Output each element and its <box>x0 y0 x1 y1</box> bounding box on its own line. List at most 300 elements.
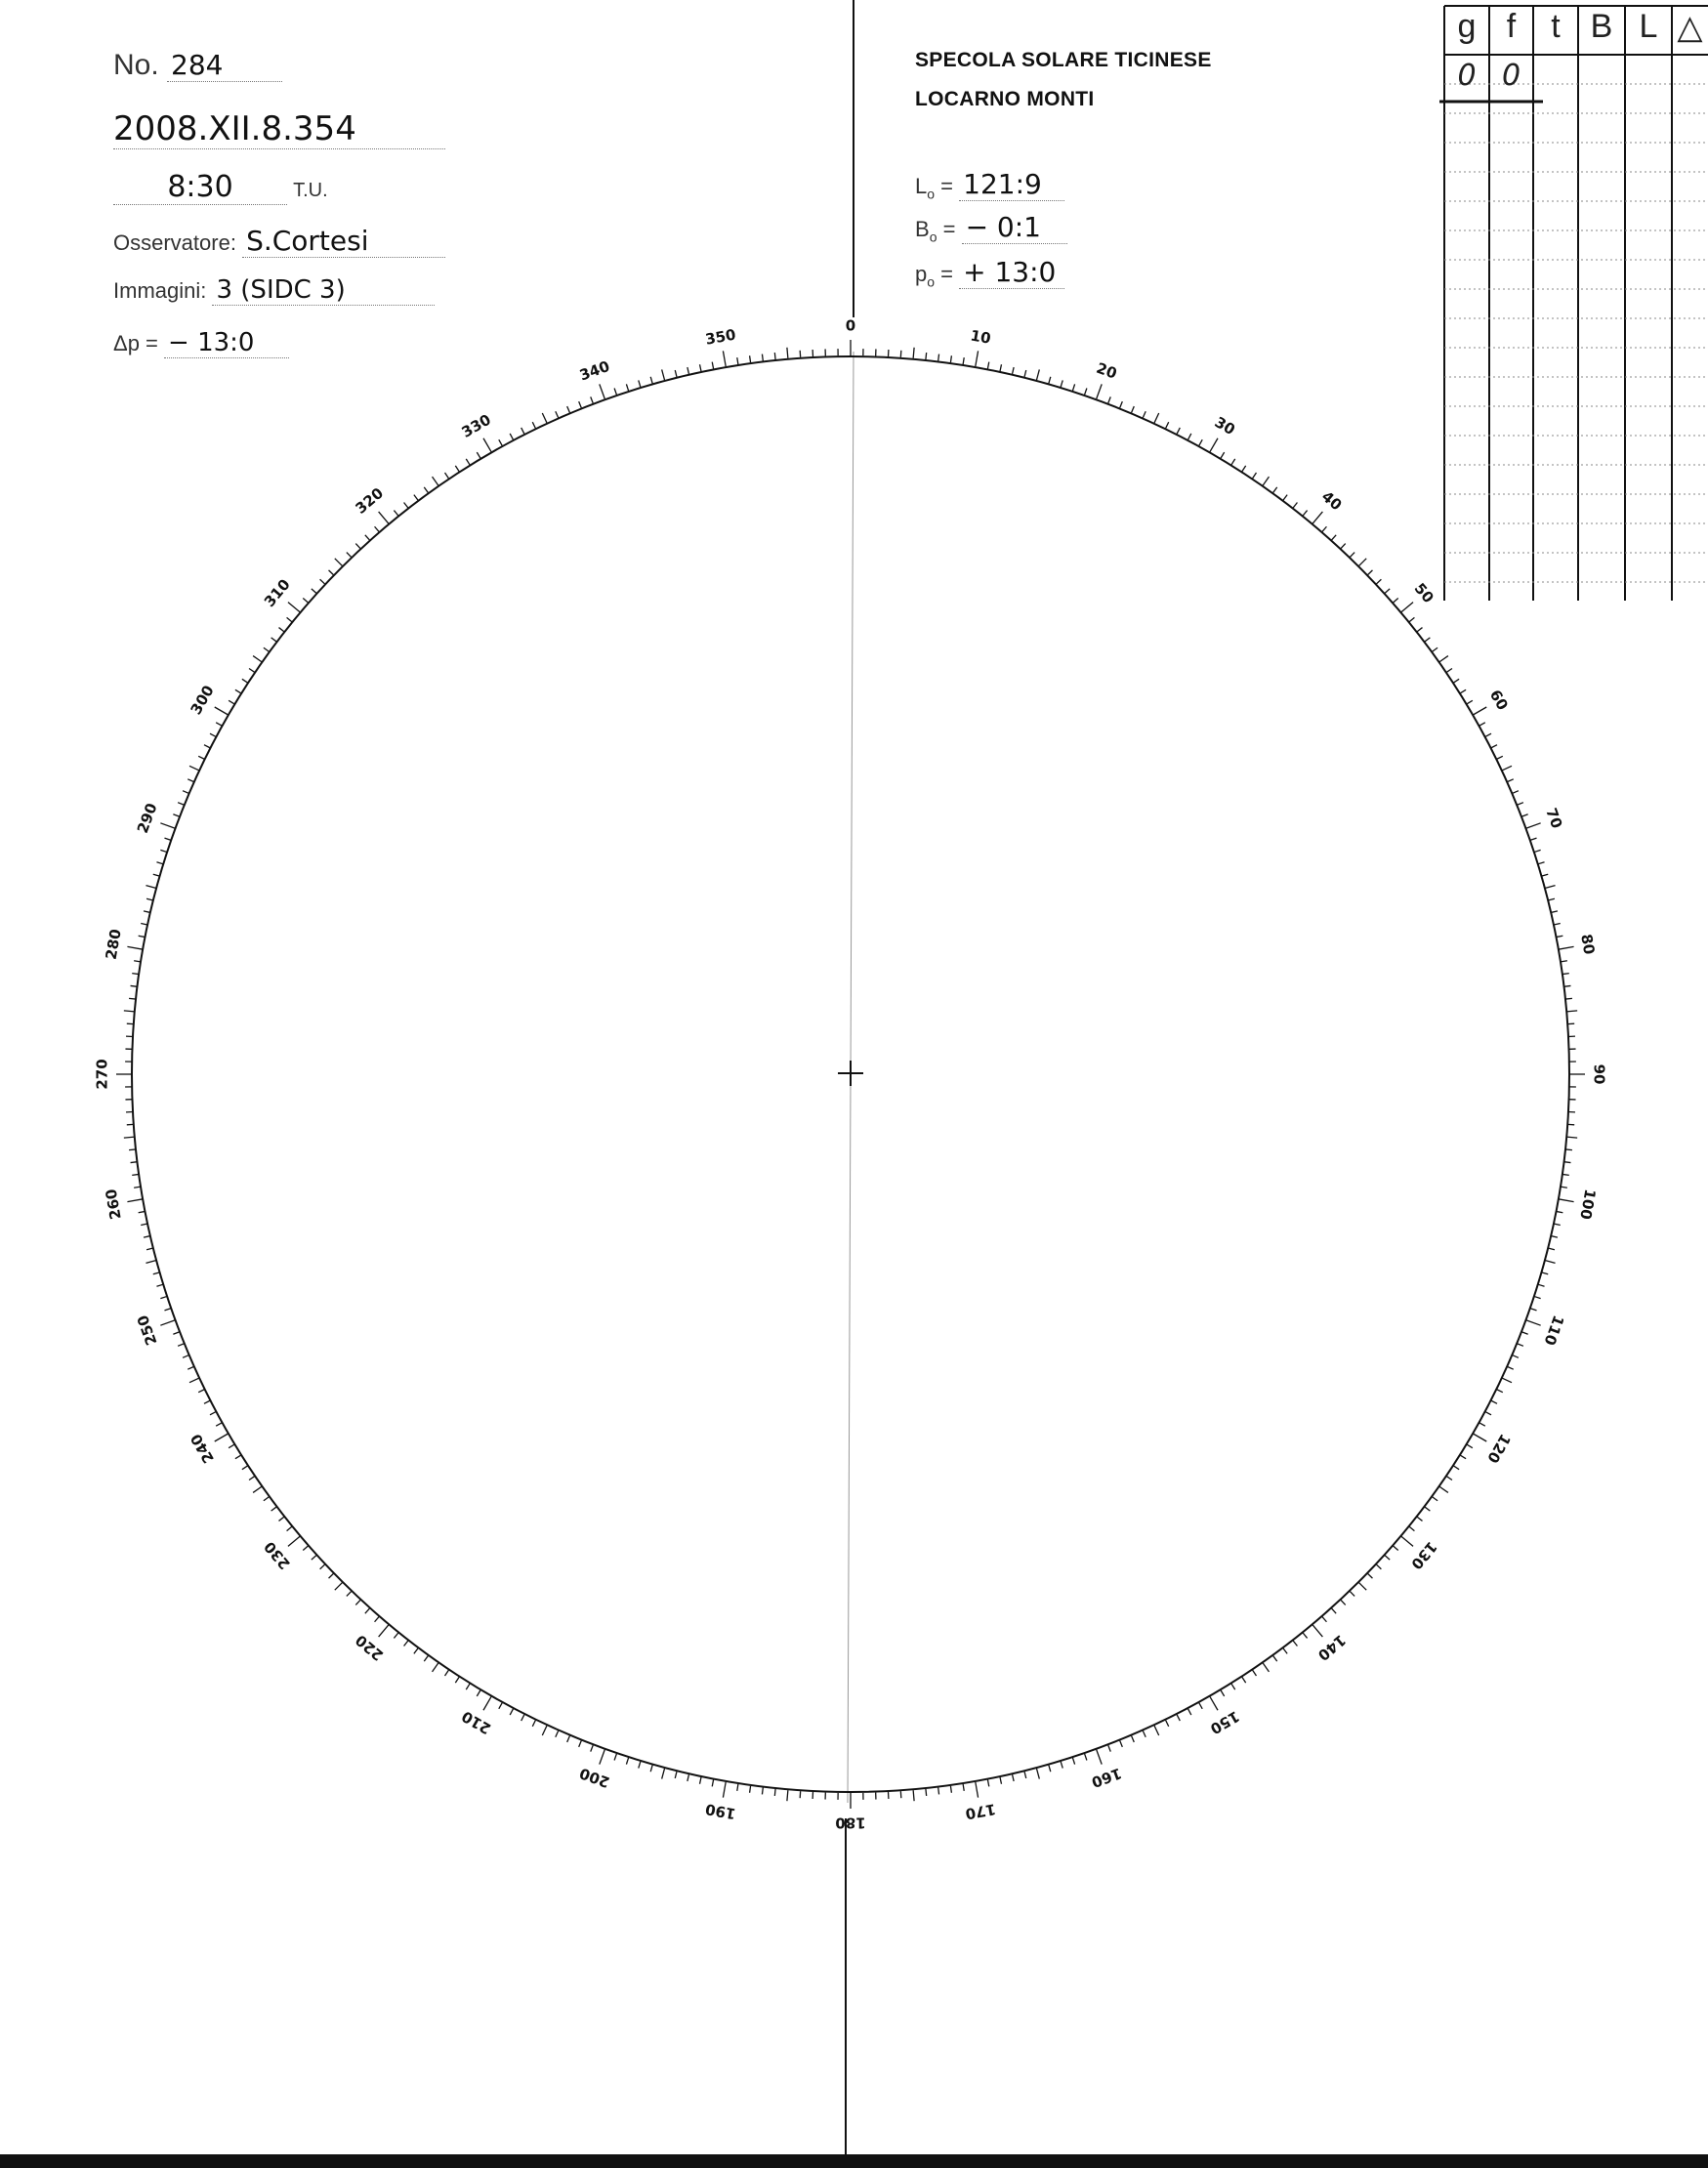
degree-tick <box>737 1784 738 1791</box>
degree-tick <box>1502 766 1512 771</box>
degree-tick <box>1453 1466 1459 1470</box>
degree-tick <box>433 1663 438 1672</box>
degree-tick <box>750 355 751 362</box>
degree-tick <box>1263 1663 1269 1672</box>
degree-tick <box>139 1211 146 1212</box>
degree-tick <box>229 1444 234 1448</box>
degree-tick <box>774 353 775 359</box>
degree-tick <box>210 733 216 736</box>
degree-tick <box>1485 733 1491 736</box>
degree-tick <box>650 1765 652 1772</box>
degree-tick <box>1460 1455 1466 1459</box>
degree-tick <box>542 413 547 423</box>
degree-tick <box>687 1774 689 1781</box>
degree-tick <box>365 535 370 540</box>
degree-tick <box>1393 1546 1397 1551</box>
degree-tick <box>1439 656 1448 662</box>
L0-field: $L_o$ = 121:9 <box>915 168 1064 201</box>
degree-tick <box>1517 1344 1522 1347</box>
degree-tick <box>1479 1423 1485 1426</box>
time-unit: T.U. <box>293 180 328 201</box>
degree-tick <box>1446 669 1452 673</box>
degree-tick <box>1350 553 1354 558</box>
degree-tick <box>1036 1769 1039 1779</box>
degree-tick <box>1132 1735 1135 1741</box>
degree-tick <box>1061 380 1062 387</box>
degree-tick <box>1188 434 1191 439</box>
degree-tick <box>1293 503 1297 509</box>
L0-value[interactable]: 121:9 <box>959 168 1064 201</box>
observer-label: Osservatore: <box>113 230 236 255</box>
degree-tick <box>591 1745 594 1752</box>
degree-tick <box>249 669 255 673</box>
degree-tick <box>204 745 210 748</box>
degree-tick <box>355 1600 360 1605</box>
degree-tick <box>600 384 604 398</box>
degree-tick <box>1491 1400 1497 1403</box>
degree-tick <box>455 1677 459 1683</box>
degree-tick <box>215 707 229 715</box>
degree-tick <box>183 1355 188 1358</box>
degree-tick <box>1188 1709 1191 1715</box>
degree-tick <box>1541 1272 1548 1274</box>
degree-tick <box>1554 924 1561 925</box>
degree-tick <box>1565 998 1572 999</box>
degree-tick <box>287 617 292 621</box>
degree-tick <box>1358 1582 1366 1590</box>
degree-tick <box>279 1517 285 1521</box>
degree-label: 220 <box>352 1631 388 1665</box>
degree-label: 10 <box>969 326 992 348</box>
degree-tick <box>404 1641 408 1647</box>
degree-tick <box>1231 459 1235 465</box>
degree-tick <box>1566 1011 1577 1012</box>
degree-tick <box>1341 544 1346 549</box>
table-header-cell: L <box>1639 8 1658 45</box>
degree-tick <box>141 1224 147 1225</box>
degree-tick <box>1132 406 1135 412</box>
degree-tick <box>1512 1355 1518 1358</box>
degree-tick <box>1551 911 1558 913</box>
degree-tick <box>1199 1703 1202 1709</box>
degree-tick <box>288 603 300 612</box>
degree-label: 150 <box>1207 1707 1243 1738</box>
degree-tick <box>379 1625 389 1637</box>
degree-tick <box>1273 487 1277 493</box>
degree-tick <box>394 1633 397 1638</box>
degree-tick <box>216 1423 222 1426</box>
degree-tick <box>483 1696 491 1710</box>
degree-tick <box>762 1788 763 1795</box>
degree-tick <box>1409 617 1414 621</box>
time-value[interactable]: 8:30 <box>113 170 287 205</box>
degree-tick <box>347 1591 352 1596</box>
degree-tick <box>1548 1248 1555 1250</box>
degree-tick <box>129 998 136 999</box>
degree-tick <box>477 1690 480 1696</box>
degree-tick <box>129 1149 136 1150</box>
degree-tick <box>1561 961 1567 962</box>
table-header-cell: △ <box>1677 9 1703 46</box>
degree-label: 350 <box>703 325 737 349</box>
degree-label: 70 <box>1542 805 1566 831</box>
degree-tick <box>1446 1477 1452 1480</box>
B0-value[interactable]: − 0:1 <box>962 211 1067 244</box>
degree-tick <box>124 1137 135 1138</box>
degree-tick <box>913 1790 914 1801</box>
degree-tick <box>146 1248 153 1250</box>
degree-tick <box>1177 1715 1180 1721</box>
degree-tick <box>287 1526 292 1530</box>
degree-tick <box>662 369 665 380</box>
p0-label: p <box>915 262 928 286</box>
degree-tick <box>483 438 491 452</box>
degree-tick <box>913 348 914 358</box>
degree-tick <box>183 791 188 794</box>
degree-tick <box>198 1390 204 1393</box>
degree-tick <box>1367 1573 1372 1578</box>
degree-label: 300 <box>187 682 218 718</box>
degree-tick <box>134 961 141 962</box>
degree-tick <box>1538 862 1545 864</box>
degree-tick <box>1072 1758 1074 1765</box>
degree-tick <box>639 1762 641 1769</box>
degree-tick <box>253 1486 262 1492</box>
degree-label: 240 <box>187 1431 218 1467</box>
degree-tick <box>1551 1236 1558 1238</box>
degree-tick <box>1473 707 1486 715</box>
degree-tick <box>131 1162 138 1163</box>
degree-tick <box>926 1789 927 1796</box>
B0-sub: o <box>929 229 937 245</box>
degree-tick <box>445 473 449 479</box>
degree-tick <box>1242 466 1246 472</box>
degree-label: 340 <box>577 356 612 385</box>
degree-tick <box>1565 1149 1572 1150</box>
degree-tick <box>650 377 652 384</box>
degree-tick <box>614 1754 616 1761</box>
degree-tick <box>216 723 222 726</box>
degree-tick <box>156 1284 163 1286</box>
p0-value[interactable]: + 13:0 <box>959 256 1064 289</box>
degree-tick <box>1036 369 1039 380</box>
degree-tick <box>466 1684 470 1689</box>
degree-tick <box>124 1011 135 1012</box>
degree-label: 0 <box>845 316 856 335</box>
degree-tick <box>1283 1648 1287 1654</box>
degree-tick <box>1199 439 1202 445</box>
degree-tick <box>173 1332 180 1335</box>
degree-tick <box>1097 384 1102 398</box>
degree-tick <box>1517 803 1522 806</box>
degree-tick <box>1530 838 1537 840</box>
degree-tick <box>312 1555 316 1560</box>
degree-tick <box>976 1782 979 1798</box>
degree-tick <box>499 439 502 445</box>
degree-tick <box>1502 1378 1512 1383</box>
degree-tick <box>375 1616 380 1621</box>
degree-tick <box>712 362 713 369</box>
degree-tick <box>1085 388 1087 395</box>
degree-label: 310 <box>260 575 294 611</box>
degree-tick <box>700 364 701 371</box>
degree-tick <box>1143 411 1146 417</box>
degree-tick <box>1385 1555 1390 1560</box>
degree-tick <box>556 411 559 417</box>
number-value[interactable]: 284 <box>167 49 282 82</box>
degree-tick <box>987 1779 988 1786</box>
degree-tick <box>1526 1320 1541 1325</box>
degree-tick <box>271 638 277 642</box>
degree-tick <box>556 1730 559 1736</box>
degree-tick <box>774 1789 775 1796</box>
degree-tick <box>1554 1224 1561 1225</box>
degree-tick <box>253 656 262 662</box>
degree-tick <box>433 477 438 485</box>
degree-tick <box>1376 1564 1381 1569</box>
degree-tick <box>1534 850 1541 852</box>
degree-tick <box>1322 1616 1327 1621</box>
degree-tick <box>1545 1260 1556 1263</box>
degree-tick <box>787 1790 788 1801</box>
degree-tick <box>639 380 641 387</box>
table-row-cell[interactable]: 0 <box>1501 59 1521 93</box>
degree-tick <box>132 1174 139 1175</box>
degree-tick <box>1439 1486 1448 1492</box>
table-header-cell: g <box>1457 8 1477 45</box>
degree-tick <box>210 1412 216 1415</box>
degree-tick <box>762 354 763 361</box>
degree-tick <box>445 1670 449 1676</box>
degree-tick <box>723 351 726 366</box>
degree-label: 210 <box>458 1707 494 1738</box>
degree-tick <box>510 1709 513 1715</box>
degree-tick <box>1473 1434 1486 1441</box>
degree-tick <box>510 434 513 439</box>
degree-label: 120 <box>1483 1431 1515 1467</box>
degree-tick <box>1024 370 1026 377</box>
degree-tick <box>1417 628 1423 632</box>
degree-tick <box>164 838 171 840</box>
degree-tick <box>198 756 204 759</box>
degree-tick <box>1120 1740 1123 1746</box>
degree-tick <box>662 1769 665 1779</box>
degree-tick <box>153 1272 160 1274</box>
degree-tick <box>279 628 285 632</box>
degree-tick <box>1534 1296 1541 1298</box>
delta-p-label: Δp = <box>113 331 158 355</box>
degree-tick <box>1425 638 1431 642</box>
degree-tick <box>1085 1754 1087 1761</box>
degree-tick <box>414 495 418 501</box>
degree-tick <box>1221 1690 1225 1696</box>
degree-label: 330 <box>458 410 494 441</box>
images-value[interactable]: 3 (SIDC 3) <box>212 275 435 306</box>
degree-tick <box>160 1296 167 1298</box>
degree-tick <box>700 1777 701 1784</box>
degree-tick <box>1154 1726 1159 1735</box>
degree-tick <box>1491 745 1497 748</box>
number-label: No. <box>113 49 159 81</box>
scan-edge-bar <box>0 2154 1708 2168</box>
degree-tick <box>1432 647 1437 651</box>
degree-tick <box>303 599 308 604</box>
degree-label: 160 <box>1089 1764 1124 1792</box>
table-row-cell[interactable]: 0 <box>1457 59 1477 93</box>
degree-tick <box>235 689 241 693</box>
degree-tick <box>271 1507 277 1511</box>
degree-tick <box>215 1434 229 1441</box>
degree-tick <box>1530 1309 1537 1311</box>
degree-tick <box>1293 1641 1297 1647</box>
degree-tick <box>1497 756 1503 759</box>
degree-tick <box>1221 452 1225 458</box>
degree-tick <box>144 1236 150 1238</box>
degree-tick <box>1562 1174 1569 1175</box>
degree-label: 80 <box>1577 933 1599 956</box>
degree-tick <box>1548 898 1555 900</box>
degree-tick <box>1367 570 1372 575</box>
degree-tick <box>712 1779 713 1786</box>
degree-tick <box>567 406 570 412</box>
degree-tick <box>1376 579 1381 584</box>
degree-tick <box>178 1344 184 1347</box>
observatory-name: SPECOLA SOLARE TICINESE <box>915 49 1212 71</box>
degree-tick <box>1559 1199 1574 1202</box>
B0-label: B <box>915 217 930 241</box>
degree-tick <box>1242 1677 1246 1683</box>
degree-label: 20 <box>1094 358 1120 383</box>
degree-tick <box>938 354 939 361</box>
degree-tick <box>532 422 535 428</box>
degree-tick <box>1479 723 1485 726</box>
degree-label: 130 <box>1407 1537 1441 1573</box>
degree-tick <box>1049 377 1051 384</box>
degree-tick <box>1312 512 1322 523</box>
degree-tick <box>950 1786 951 1793</box>
degree-tick <box>1322 526 1327 531</box>
degree-tick <box>242 1466 248 1470</box>
degree-tick <box>1467 700 1473 704</box>
degree-tick <box>477 452 480 458</box>
degree-tick <box>1385 589 1390 594</box>
degree-tick <box>242 679 248 683</box>
degree-tick <box>466 459 470 465</box>
B0-field: $B_o$ = − 0:1 <box>915 211 1067 244</box>
degree-label: 50 <box>1410 579 1437 607</box>
degree-tick <box>144 911 150 913</box>
degree-tick <box>139 936 146 937</box>
p0-sub: o <box>927 273 936 290</box>
degree-tick <box>146 886 156 889</box>
degree-tick <box>963 357 964 364</box>
degree-tick <box>312 589 316 594</box>
degree-tick <box>156 862 163 864</box>
degree-tick <box>521 1715 524 1721</box>
table-header-cell: B <box>1590 8 1613 45</box>
degree-tick <box>1566 1137 1577 1138</box>
degree-label: 90 <box>1590 1063 1608 1085</box>
degree-tick <box>189 1378 199 1383</box>
degree-tick <box>414 1648 418 1654</box>
degree-tick <box>1564 1162 1571 1163</box>
p0-field: $p_o$ = + 13:0 <box>915 256 1064 289</box>
degree-tick <box>1210 438 1218 452</box>
degree-tick <box>626 384 628 391</box>
observer-value[interactable]: S.Cortesi <box>242 225 445 258</box>
degree-tick <box>164 1309 171 1311</box>
degree-tick <box>1559 946 1574 949</box>
L0-sub: o <box>927 186 936 202</box>
degree-tick <box>134 1187 141 1188</box>
degree-tick <box>1273 1655 1277 1661</box>
delta-p-value[interactable]: − 13:0 <box>164 328 289 358</box>
degree-tick <box>424 1655 428 1661</box>
degree-tick <box>187 779 193 782</box>
degree-tick <box>1538 1284 1545 1286</box>
degree-tick <box>335 1582 343 1590</box>
degree-tick <box>1393 599 1397 604</box>
degree-tick <box>146 1260 156 1263</box>
degree-tick <box>160 1320 175 1325</box>
degree-tick <box>264 1497 270 1501</box>
degree-tick <box>1049 1765 1051 1772</box>
degree-label: 60 <box>1485 687 1512 714</box>
degree-tick <box>1097 1750 1102 1765</box>
degree-tick <box>1024 1772 1026 1778</box>
degree-tick <box>976 351 979 366</box>
degree-label: 270 <box>93 1059 111 1090</box>
degree-tick <box>1467 1444 1473 1448</box>
degree-tick <box>1358 559 1366 566</box>
degree-tick <box>499 1703 502 1709</box>
degree-tick <box>1108 396 1111 403</box>
degree-tick <box>1432 1497 1437 1501</box>
degree-tick <box>1331 535 1336 540</box>
degree-tick <box>1562 974 1569 975</box>
degree-tick <box>153 874 160 876</box>
degree-tick <box>1485 1412 1491 1415</box>
degree-tick <box>938 1788 939 1795</box>
degree-tick <box>288 1536 300 1546</box>
degree-tick <box>187 1366 193 1369</box>
degree-tick <box>1460 689 1466 693</box>
degree-tick <box>1564 985 1571 986</box>
degree-tick <box>1303 1633 1307 1638</box>
degree-tick <box>394 511 397 516</box>
observatory-location: LOCARNO MONTI <box>915 88 1095 110</box>
degree-tick <box>178 803 184 806</box>
degree-tick <box>987 362 988 369</box>
degree-tick <box>1409 1526 1414 1530</box>
degree-tick <box>1166 1721 1169 1727</box>
degree-tick <box>379 512 389 523</box>
degree-tick <box>264 647 270 651</box>
degree-tick <box>1177 428 1180 434</box>
group-table-grid <box>1439 6 1708 601</box>
degree-tick <box>329 1573 334 1578</box>
degree-tick <box>1497 1390 1503 1393</box>
degree-tick <box>1120 401 1123 407</box>
degree-label: 110 <box>1540 1313 1568 1348</box>
date-value[interactable]: 2008.XII.8.354 <box>113 109 445 149</box>
degree-tick <box>1072 384 1074 391</box>
degree-tick <box>1556 1211 1562 1212</box>
degree-tick <box>591 396 594 403</box>
degree-label: 40 <box>1317 487 1346 515</box>
degree-tick <box>1507 1366 1513 1369</box>
degree-tick <box>600 1750 604 1765</box>
